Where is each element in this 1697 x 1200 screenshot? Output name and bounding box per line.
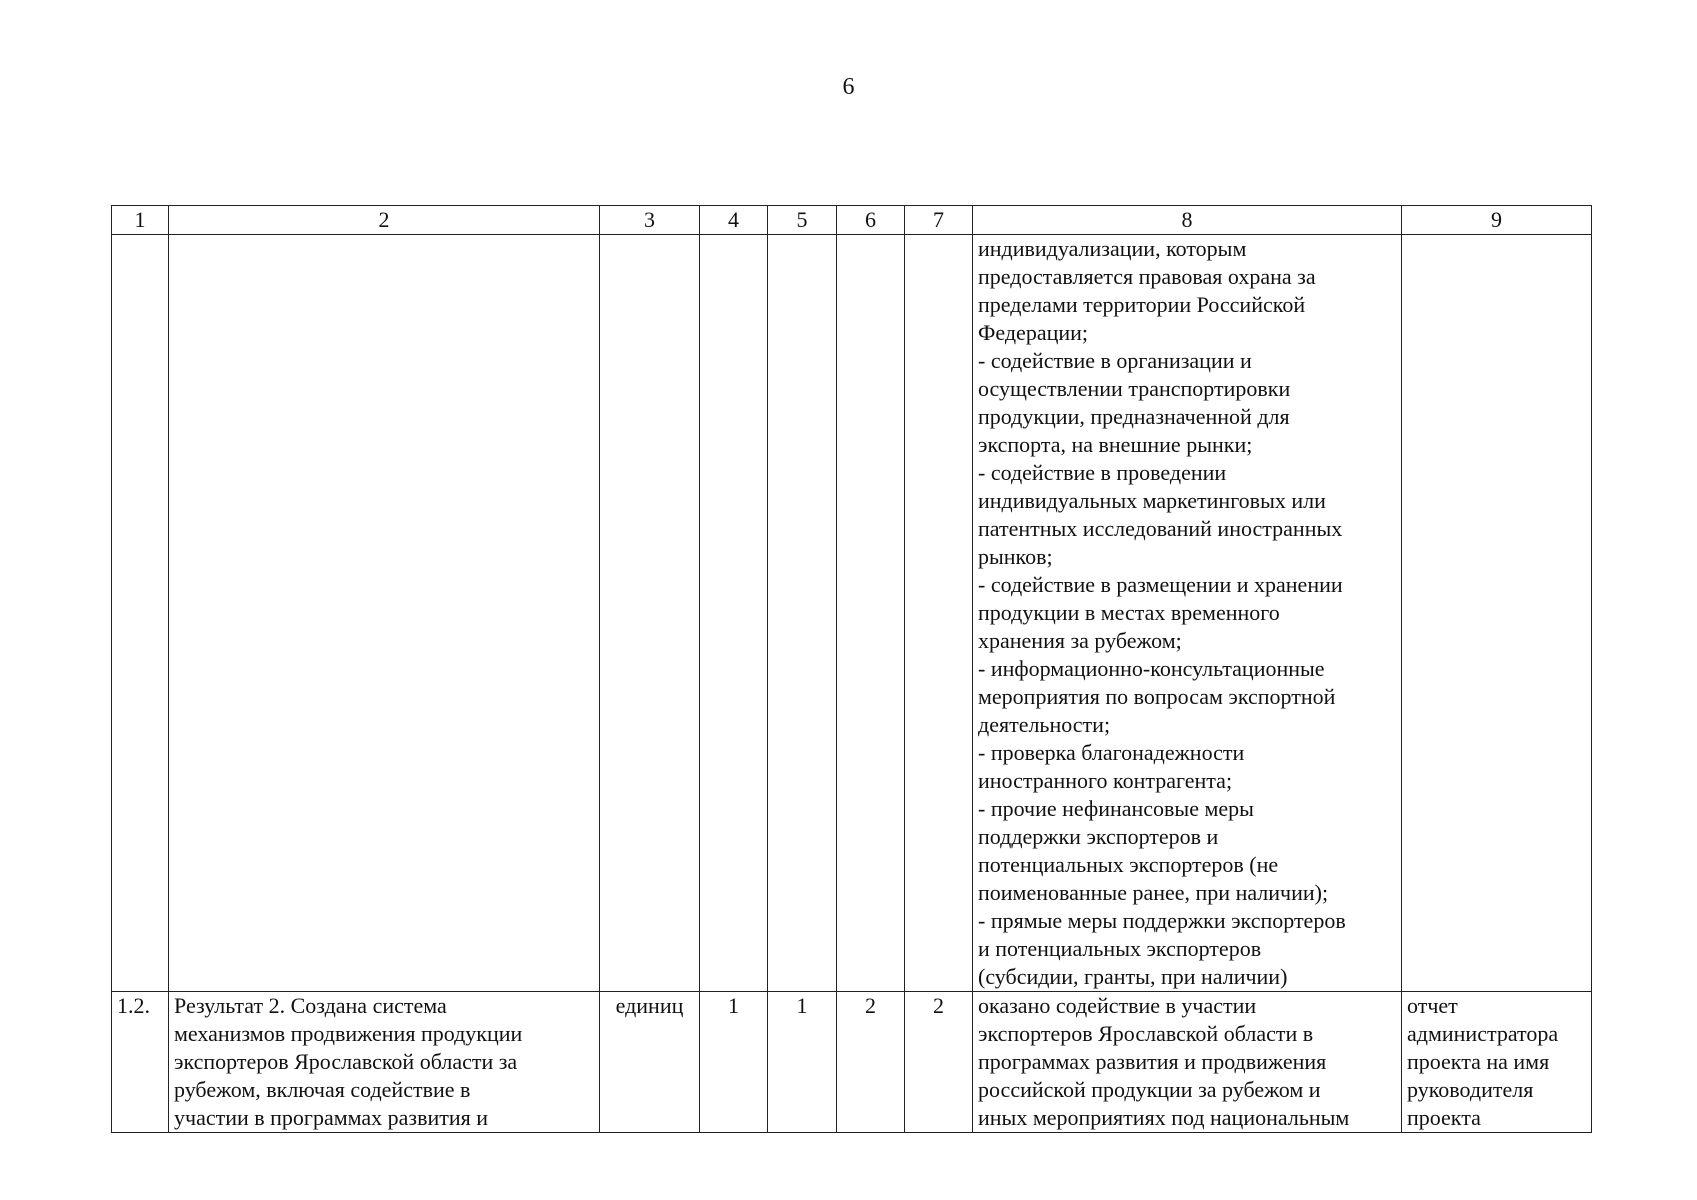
header-col-1: 1 [112,206,169,235]
cont-cell-4 [700,235,768,992]
value-col-6: 2 [837,992,905,1133]
header-col-4: 4 [700,206,768,235]
support-measures-text: индивидуализации, которым предоставляется правовая охрана за пределами территории Российской Федерации; - содействие в организации и осуществлении транспортировки продукции, предназначенной для экспорта, на внешние рынки; - содействие в проведении индивидуальных маркетинговых или патентных исследований иностранных рынков; - содействие в размещении и хранении продукции в местах временного хранения за рубежом; - информационно-консультационные мероприятия по вопросам экспортной деятельности; - проверка благонадежности иностранного контрагента; - прочие нефинансовые меры поддержки экспортеров и потенциальных экспортеров (не поименованные ранее, при наличии); - прямые меры поддержки экспортеров и потенциальных экспортеров (субсидии, гранты, при наличии) [973,235,1402,992]
cont-cell-6 [837,235,905,992]
value-col-5: 1 [768,992,837,1133]
row-number: 1.2. [112,992,169,1133]
table-header-row [112,206,1592,235]
header-col-5: 5 [768,206,837,235]
header-col-7: 7 [905,206,973,235]
header-col-9: 9 [1402,206,1592,235]
table-row-1-2 [112,992,1592,1133]
table-row-continuation [112,235,1592,992]
value-col-7: 2 [905,992,973,1133]
cont-cell-9 [1402,235,1592,992]
result-name: Результат 2. Создана система механизмов продвижения продукции экспортеров Ярославской области за рубежом, включая содействие в участии в программах развития и [169,992,600,1133]
cont-cell-5 [768,235,837,992]
result-description: оказано содействие в участии экспортеров Ярославской области в программах развития и продвижения российской продукции за рубежом и иных мероприятиях под национальным [973,992,1402,1133]
value-col-4: 1 [700,992,768,1133]
indicators-table [111,205,1592,1133]
cont-cell-2 [169,235,600,992]
header-col-8: 8 [973,206,1402,235]
report-source: отчет администратора проекта на имя руководителя проекта [1402,992,1592,1133]
page-number: 6 [842,74,855,100]
unit: единиц [600,992,700,1133]
header-col-6: 6 [837,206,905,235]
header-col-3: 3 [600,206,700,235]
cont-cell-7 [905,235,973,992]
header-col-2: 2 [169,206,600,235]
cont-cell-1 [112,235,169,992]
cont-cell-3 [600,235,700,992]
